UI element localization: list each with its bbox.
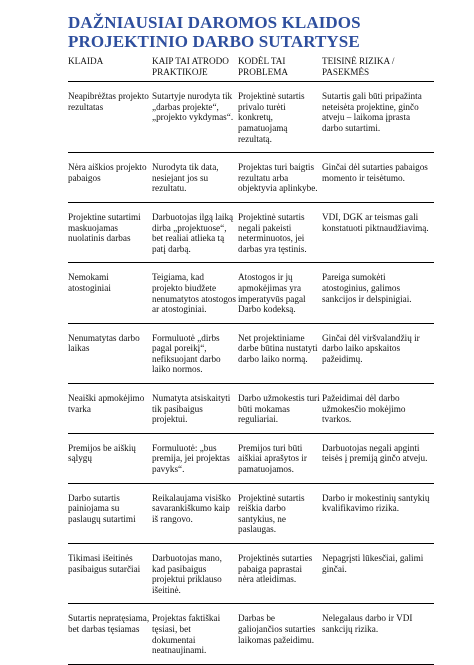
cell-praktika: Teigiama, kad projekto biudžete nenumatytos atostogos ar atostoginiai. xyxy=(152,263,238,323)
cell-problema: Darbas be galiojančios sutarties laikomas pažeidimu. xyxy=(238,604,322,664)
cell-rizika: Ginčai dėl viršvalandžių ir darbo laiko apskaitos pažeidimų. xyxy=(322,323,434,383)
title-line-2: PROJEKTINIO DARBO SUTARTYSE xyxy=(68,32,360,51)
cell-praktika: Nurodyta tik data, nesiejant jos su rezultatu. xyxy=(152,153,238,203)
cell-problema: Atostogos ir jų apmokėjimas yra imperatyvūs pagal Darbo kodeksą. xyxy=(238,263,322,323)
table-row xyxy=(68,202,434,262)
cell-rizika: Sutartis gali būti pripažinta neteisėta projektine, ginčo atveju – laikoma įprasta darbo sutartimi. xyxy=(322,82,434,153)
table-row xyxy=(68,544,434,604)
cell-klaida: Projektine sutartimi maskuojamas nuolatinis darbas xyxy=(68,202,152,262)
cell-rizika: Darbuotojas negali apginti teisės į premiją ginčo atveju. xyxy=(322,433,434,483)
title-line-1: DAŽNIAUSIAI DAROMOS KLAIDOS xyxy=(68,13,361,32)
cell-praktika: Formuluotė: „bus premija, jei projektas pavyks“. xyxy=(152,433,238,483)
cell-praktika: Sutartyje nurodyta tik „darbas projekte“, „projekto vykdymas“. xyxy=(152,82,238,153)
cell-klaida: Neapibrėžtas projekto rezultatas xyxy=(68,82,152,153)
cell-praktika: Projektas faktiškai tęsiasi, bet dokumentai neatnaujinami. xyxy=(152,604,238,664)
header-kaip-atrodo: KAIP TAI ATRODO PRAKTIKOJE xyxy=(152,56,238,82)
cell-klaida: Nenumatytas darbo laikas xyxy=(68,323,152,383)
cell-problema: Projektas turi baigtis rezultatu arba objektyvia aplinkybe. xyxy=(238,153,322,203)
cell-klaida: Darbo sutartis painiojama su paslaugų sutartimi xyxy=(68,483,152,543)
cell-rizika: VDI, DGK ar teismas gali konstatuoti piktnaudžiavimą. xyxy=(322,202,434,262)
table-header-row xyxy=(68,56,434,82)
table-row xyxy=(68,604,434,664)
cell-praktika: Darbuotojas ilgą laiką dirba „projektuose“, bet realiai atlieka tą patį darbą. xyxy=(152,202,238,262)
cell-klaida: Neaiški apmokėjimo tvarka xyxy=(68,384,152,434)
cell-rizika: Pareiga sumokėti atostoginius, galimos sankcijos ir delspinigiai. xyxy=(322,263,434,323)
cell-klaida: Nemokami atostoginiai xyxy=(68,263,152,323)
table-row xyxy=(68,483,434,543)
table-row xyxy=(68,153,434,203)
header-kodel-problema: KODĖL TAI PROBLEMA xyxy=(238,56,322,82)
cell-problema: Darbo užmokestis turi būti mokamas reguliariai. xyxy=(238,384,322,434)
cell-rizika: Pažeidimai dėl darbo užmokesčio mokėjimo tvarkos. xyxy=(322,384,434,434)
cell-problema: Projektinės sutarties pabaiga paprastai nėra atleidimas. xyxy=(238,544,322,604)
cell-problema: Projektinė sutartis privalo turėti konkretų, pamatuojamą rezultatą. xyxy=(238,82,322,153)
cell-klaida: Sutartis nepratęsiama, bet darbas tęsiamas xyxy=(68,604,152,664)
cell-praktika: Formuluotė „dirbs pagal poreikį“, nefiksuojant darbo laiko normos. xyxy=(152,323,238,383)
cell-klaida: Premijos be aiškių sąlygų xyxy=(68,433,152,483)
header-teisine-rizika: TEISINĖ RIZIKA / PASEKMĖS xyxy=(322,56,434,82)
cell-klaida: Nėra aiškios projekto pabaigos xyxy=(68,153,152,203)
cell-problema: Net projektiniame darbe būtina nustatyti darbo laiko normą. xyxy=(238,323,322,383)
table-row xyxy=(68,82,434,153)
cell-rizika: Nelegalaus darbo ir VDI sankcijų rizika. xyxy=(322,604,434,664)
table-row xyxy=(68,263,434,323)
cell-klaida: Tikimasi išeitinės pasibaigus sutarčiai xyxy=(68,544,152,604)
cell-problema: Premijos turi būti aiškiai aprašytos ir pamatuojamos. xyxy=(238,433,322,483)
cell-rizika: Ginčai dėl sutarties pabaigos momento ir teisėtumo. xyxy=(322,153,434,203)
cell-problema: Projektinė sutartis negali pakeisti neterminuotos, jei darbas yra tęstinis. xyxy=(238,202,322,262)
mistakes-table xyxy=(68,56,434,665)
table-row xyxy=(68,323,434,383)
document-title xyxy=(68,13,430,51)
header-klaida: KLAIDA xyxy=(68,56,152,82)
cell-praktika: Reikalaujama visiško savarankiškumo kaip iš rangovo. xyxy=(152,483,238,543)
cell-rizika: Darbo ir mokestinių santykių kvalifikavimo rizika. xyxy=(322,483,434,543)
cell-rizika: Nepagrįsti lūkesčiai, galimi ginčai. xyxy=(322,544,434,604)
cell-praktika: Darbuotojas mano, kad pasibaigus projektui priklauso išeitinė. xyxy=(152,544,238,604)
cell-praktika: Numatyta atsiskaityti tik pasibaigus projektui. xyxy=(152,384,238,434)
cell-problema: Projektinė sutartis reiškia darbo santykius, ne paslaugas. xyxy=(238,483,322,543)
table-row xyxy=(68,384,434,434)
table-row xyxy=(68,433,434,483)
